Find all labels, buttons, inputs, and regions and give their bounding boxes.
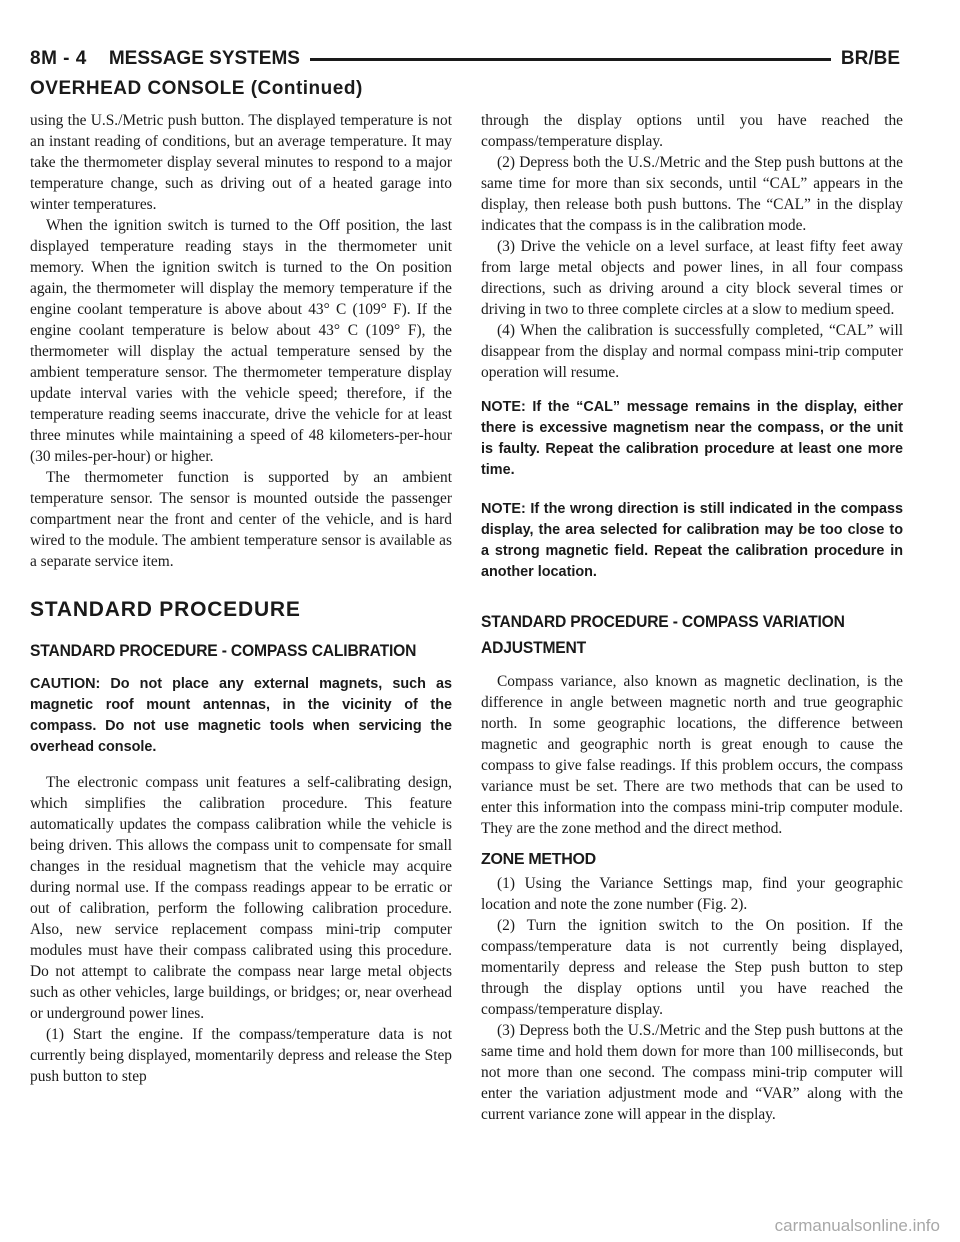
caution-text: CAUTION: Do not place any external magnets, such as magnetic roof mount antennas, in the vicinity of the compass. Do not use magnetic tools when servicing the overhead console. xyxy=(30,676,452,755)
continued-heading: OVERHEAD CONSOLE (Continued) xyxy=(30,78,363,99)
paragraph: (1) Using the Variance Settings map, find your geographic location and note the zone number (Fig. 2). xyxy=(481,875,903,913)
paragraph: (1) Start the engine. If the compass/temperature data is not currently being displayed, momentarily depress and release the Step push button to step xyxy=(30,1026,452,1085)
paragraph: using the U.S./Metric push button. The displayed temperature is not an instant reading of conditions, but an average temperature. It may take the thermometer display several minutes to respond to a major temperature change, such as driving out of a heated garage into winter temperatures. xyxy=(30,112,452,213)
paragraph: Compass variance, also known as magnetic declination, is the difference in angle between magnetic north and true geographic north. In some geographic locations, the difference between magnetic and geographic north is great enough to cause the compass to give false readings. If this problem occurs, the compass variance must be set. There are two methods that can be used to enter this information into the compass mini-trip computer module. They are the zone method and the direct method. xyxy=(481,673,903,837)
paragraph: The electronic compass unit features a self-calibrating design, which simplifies the calibration procedure. This feature automatically updates the compass calibration while the vehicle is being driven. This allows the compass unit to compensate for small changes in the residual magnetism that the vehicle may acquire during normal use. If the compass readings appear to be erratic or out of calibration, perform the following calibration procedure. Also, new service replacement compass mini-trip computer modules must have their compass calibrated using this procedure. Do not attempt to calibrate the compass near large metal objects such as other vehicles, large buildings, or bridges; or, near overhead or underground power lines. xyxy=(30,774,452,1022)
right-column xyxy=(481,110,903,1125)
note-text: NOTE: If the “CAL” message remains in the display, either there is excessive magnetism near the compass, or the unit is faulty. Repeat the calibration procedure at least one more time. xyxy=(481,399,903,478)
paragraph: through the display options until you have reached the compass/temperature display. xyxy=(481,112,903,150)
watermark: carmanualsonline.info xyxy=(774,1216,940,1235)
note-text: NOTE: If the wrong direction is still indicated in the compass display, the area selected for calibration may be too close to a strong magnetic field. Repeat the calibration procedure in another location. xyxy=(481,501,903,580)
paragraph: The thermometer function is supported by an ambient temperature sensor. The sensor is mounted outside the passenger compartment near the front and center of the vehicle, and is hard wired to the module. The ambient temperature sensor is available as a separate service item. xyxy=(30,469,452,570)
paragraph: (2) Depress both the U.S./Metric and the Step push buttons at the same time for more than six seconds, until “CAL” appears in the display, then release both push buttons. The “CAL” in the display indicates that the compass is in the calibration mode. xyxy=(481,154,903,234)
paragraph: (2) Turn the ignition switch to the On position. If the compass/temperature data is not currently being displayed, momentarily depress and release the Step push button to step through the display options until you have reached the compass/temperature display. xyxy=(481,917,903,1018)
minor-heading: ZONE METHOD xyxy=(481,851,596,868)
section-title: MESSAGE SYSTEMS xyxy=(108,48,300,69)
subsection-heading: STANDARD PROCEDURE - COMPASS VARIATION ADJUSTMENT xyxy=(481,612,845,657)
page-header xyxy=(30,44,900,74)
paragraph: When the ignition switch is turned to the Off position, the last displayed temperature reading stays in the thermometer unit memory. When the ignition switch is turned to the On position again, the thermometer will display the memory temperature if the engine coolant temperature is above about 43° C (109° F). If the engine coolant temperature is below about 43° C (109° F), the thermometer will display the actual temperature sensed by the ambient temperature sensor. The thermometer temperature display update interval varies with the vehicle speed; therefore, if the temperature reading seems inaccurate, drive the vehicle for at least three minutes while maintaining a speed of 48 kilometers-per-hour (30 miles-per-hour) or higher. xyxy=(30,217,452,465)
section-heading: STANDARD PROCEDURE xyxy=(30,598,301,621)
page-number: 8M - 4 xyxy=(30,48,87,69)
left-column xyxy=(30,110,452,1087)
subsection-heading: STANDARD PROCEDURE - COMPASS CALIBRATION xyxy=(30,641,417,660)
paragraph: (3) Drive the vehicle on a level surface, at least fifty feet away from large metal objects and power lines, in all four compass directions, such as driving around a city block several times or driving in two to three complete circles at a slow to medium speed. xyxy=(481,238,903,318)
model-code: BR/BE xyxy=(840,48,900,69)
paragraph: (4) When the calibration is successfully completed, “CAL” will disappear from the display and normal compass mini-trip computer operation will resume. xyxy=(481,322,903,381)
header-rule xyxy=(310,58,831,61)
paragraph: (3) Depress both the U.S./Metric and the Step push buttons at the same time and hold them down for more than 100 milliseconds, but not more than one second. The compass mini-trip computer will enter the variation adjustment mode and “VAR” along with the current variance zone will appear in the display. xyxy=(481,1022,903,1123)
